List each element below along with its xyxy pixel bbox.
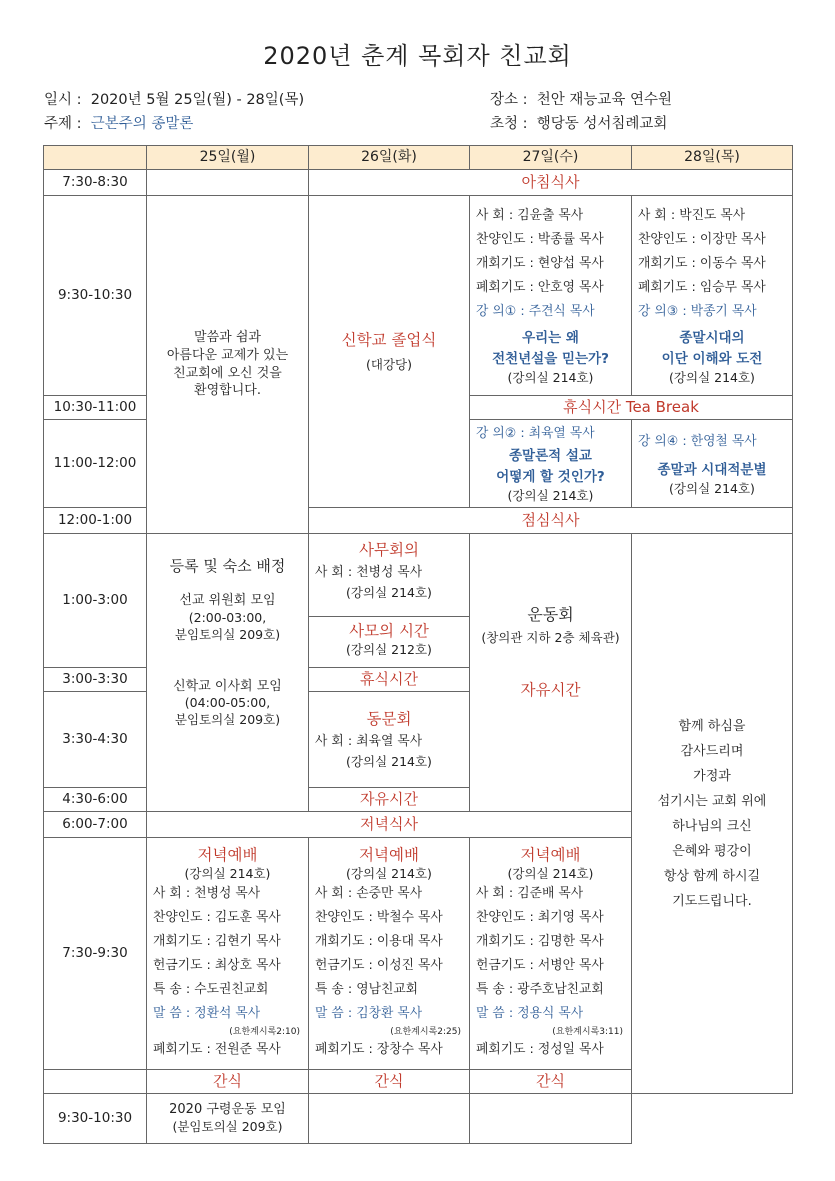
theme-line: 주제 : 근본주의 종말론 xyxy=(44,116,194,132)
wives-time xyxy=(309,616,469,667)
lecture1-place: (강의실 214호) xyxy=(507,369,594,385)
wed-snack-band: 간식 xyxy=(470,1070,632,1094)
header-empty xyxy=(44,146,147,170)
office-meeting xyxy=(309,534,469,616)
wed-role: 사 회 : 김윤출 목사 xyxy=(476,208,584,224)
worship-role: 찬양인도 : 김도훈 목사 xyxy=(153,910,281,926)
worship-role: 특 송 : 광주호남친교회 xyxy=(476,982,604,998)
tue-worship xyxy=(309,838,470,1070)
date-line: 일시 : 2020년 5월 25일(월) - 28일(목) xyxy=(44,92,305,108)
time-cell: 1:00-3:00 xyxy=(44,534,147,668)
worship-role: 특 송 : 수도권친교회 xyxy=(153,982,269,998)
lecture3-place: (강의실 214호) xyxy=(669,369,755,385)
lecture3-title-line: 이단 이해와 도전 xyxy=(661,351,763,368)
mission-meeting xyxy=(151,592,304,643)
lecture1-title-line: 전천년설을 믿는가? xyxy=(492,351,609,368)
time-cell: 11:00-12:00 xyxy=(44,420,147,508)
mon-snack-band: 간식 xyxy=(147,1070,309,1094)
thu-role: 찬양인도 : 이장만 목사 xyxy=(638,232,766,248)
welcome-line: 말씀과 쉼과 xyxy=(194,330,261,346)
tue-rest-band: 휴식시간 xyxy=(309,668,470,692)
time-cell: 10:30-11:00 xyxy=(44,396,147,420)
sports-place: (창의관 지하 2층 체육관) xyxy=(481,629,620,645)
lecture2-label: 강 의② : 최육열 목사 xyxy=(476,426,595,442)
farewell-line: 가정과 xyxy=(693,768,731,784)
mon-night xyxy=(147,1094,309,1144)
worship-place: (강의실 214호) xyxy=(346,865,432,881)
page-title: 2020년 춘계 목회자 친교회 xyxy=(263,42,572,70)
row-afternoon-1 xyxy=(44,534,793,668)
worship-role: 개회기도 : 김현기 목사 xyxy=(153,934,281,950)
office-mc: 사 회 : 천병성 목사 xyxy=(315,564,423,580)
wed-worship xyxy=(470,838,632,1070)
thu-morning xyxy=(632,196,793,396)
welcome-line: 아름다운 교제가 있는 xyxy=(166,347,289,363)
welcome-line: 친교회에 오신 것을 xyxy=(173,365,282,381)
row-night xyxy=(44,1094,793,1144)
graduation-place: (대강당) xyxy=(366,356,412,372)
mission-line: (2:00-03:00, xyxy=(188,609,267,625)
lecture3-title xyxy=(632,328,792,370)
day-header-mon: 25일(월) xyxy=(147,146,309,170)
wed-lecture2 xyxy=(470,420,632,508)
welcome-line: 환영합니다. xyxy=(194,383,261,399)
registration: 등록 및 숙소 배정 xyxy=(169,557,286,575)
row-breakfast xyxy=(44,170,793,196)
worship-role: 폐회기도 : 장창수 목사 xyxy=(315,1042,443,1058)
tue-afternoon-1 xyxy=(309,534,470,668)
wed-role: 개회기도 : 현양섭 목사 xyxy=(476,256,604,272)
worship-place: (강의실 214호) xyxy=(184,865,271,881)
worship-sermon: 말 씀 : 정환석 목사 xyxy=(153,1006,261,1022)
lecture1-title xyxy=(470,328,631,370)
breakfast-band: 아침식사 xyxy=(309,170,793,196)
worship-title: 저녁예배 xyxy=(197,845,258,864)
worship-role: 헌금기도 : 최상호 목사 xyxy=(153,958,281,974)
time-cell: 3:30-4:30 xyxy=(44,692,147,788)
lecture3-title-line: 종말시대의 xyxy=(679,330,745,347)
worship-title: 저녁예배 xyxy=(359,845,419,864)
worship-role: 개회기도 : 김명한 목사 xyxy=(476,934,604,950)
worship-place: (강의실 214호) xyxy=(507,865,594,881)
mission-line: 분임토의실 209호) xyxy=(174,626,281,642)
time-cell: 6:00-7:00 xyxy=(44,812,147,838)
header-row xyxy=(44,146,793,170)
time-cell: 9:30-10:30 xyxy=(44,1094,147,1144)
thu-role: 개회기도 : 이동수 목사 xyxy=(638,256,766,272)
theme-value: 근본주의 종말론 xyxy=(90,116,194,132)
lecture2-place: (강의실 214호) xyxy=(507,487,594,503)
lecture4-title: 종말과 시대적분별 xyxy=(657,461,767,478)
worship-role: 폐회기도 : 전원준 목사 xyxy=(153,1042,281,1058)
lecture2-title-line: 어떻게 할 것인가? xyxy=(496,469,605,486)
host-value: 행당동 성서침례교회 xyxy=(536,116,668,132)
place-label: 장소 xyxy=(490,92,519,108)
lecture2-title-line: 종말론적 설교 xyxy=(509,448,592,465)
mon-breakfast-empty xyxy=(147,170,309,196)
worship-role: 헌금기도 : 서병안 목사 xyxy=(476,958,604,974)
lecture1-label: 강 의① : 주견식 목사 xyxy=(476,304,595,320)
wed-role: 폐회기도 : 안호영 목사 xyxy=(476,280,604,296)
time-cell: 7:30-8:30 xyxy=(44,170,147,196)
seminary-line: 분임토의실 209호) xyxy=(174,711,281,727)
theme-label: 주제 xyxy=(44,116,73,132)
alumni-mc: 사 회 : 최육열 목사 xyxy=(315,733,423,749)
wed-free-time: 자유시간 xyxy=(520,681,581,700)
day-header-wed: 27일(수) xyxy=(470,146,632,170)
alumni-title: 동문회 xyxy=(366,709,412,728)
farewell-line: 은혜와 평강이 xyxy=(672,843,752,859)
time-cell: 12:00-1:00 xyxy=(44,508,147,534)
seminary-meeting xyxy=(151,678,304,729)
sports-title: 운동회 xyxy=(527,605,574,624)
worship-role: 사 회 : 김준배 목사 xyxy=(476,886,584,902)
mon-worship xyxy=(147,838,309,1070)
worship-sermon: 말 씀 : 정용식 목사 xyxy=(476,1006,584,1022)
wives-place: (강의실 212호) xyxy=(346,641,432,657)
date-value: 2020년 5월 25일(월) - 28일(목) xyxy=(90,92,305,108)
lecture4-label: 강 의④ : 한영철 목사 xyxy=(638,433,757,449)
lecture2-title xyxy=(470,446,631,488)
night-line: (분임토의실 209호) xyxy=(172,1118,283,1134)
time-cell: 4:30-6:00 xyxy=(44,788,147,812)
host-label: 초청 xyxy=(490,116,519,132)
worship-scripture: (요한계시록2:25) xyxy=(390,1027,461,1038)
row-morning xyxy=(44,196,793,396)
worship-title: 저녁예배 xyxy=(520,845,581,864)
tue-alumni xyxy=(309,692,470,788)
wives-title: 사모의 시간 xyxy=(349,622,429,640)
wed-morning xyxy=(470,196,632,396)
office-meeting-title: 사무회의 xyxy=(359,541,419,559)
mon-welcome xyxy=(147,196,309,534)
lecture4-place: (강의실 214호) xyxy=(669,480,755,496)
farewell-line: 섬기시는 교회 위에 xyxy=(657,793,767,809)
schedule-table xyxy=(43,145,793,1144)
farewell-line: 감사드리며 xyxy=(680,743,744,759)
worship-role: 폐회기도 : 정성일 목사 xyxy=(476,1042,604,1058)
place-line: 장소 : 천안 재능교육 연수원 xyxy=(490,92,673,108)
worship-role: 사 회 : 손중만 목사 xyxy=(315,886,423,902)
day-header-thu: 28일(목) xyxy=(632,146,793,170)
worship-sermon: 말 씀 : 김창환 목사 xyxy=(315,1006,423,1022)
worship-scripture: (요한계시록3:11) xyxy=(552,1027,623,1038)
wed-afternoon xyxy=(470,534,632,812)
alumni-place: (강의실 214호) xyxy=(346,753,432,769)
tue-graduation xyxy=(309,196,470,508)
thu-lecture4 xyxy=(632,420,793,508)
wed-role: 찬양인도 : 박종률 목사 xyxy=(476,232,604,248)
thu-farewell xyxy=(632,534,793,1094)
tea-break-band: 휴식시간 Tea Break xyxy=(470,396,793,420)
farewell-line: 기도드립니다. xyxy=(672,893,752,909)
place-value: 천안 재능교육 연수원 xyxy=(536,92,673,108)
farewell-line: 하나님의 크신 xyxy=(672,818,752,834)
worship-role: 특 송 : 영남친교회 xyxy=(315,982,419,998)
worship-role: 사 회 : 천병성 목사 xyxy=(153,886,261,902)
lecture1-title-line: 우리는 왜 xyxy=(522,330,579,347)
office-place: (강의실 214호) xyxy=(346,584,432,600)
farewell-message xyxy=(636,714,788,914)
worship-role: 개회기도 : 이용대 목사 xyxy=(315,934,443,950)
farewell-line: 항상 함께 하시길 xyxy=(663,868,761,884)
thu-role: 사 회 : 박진도 목사 xyxy=(638,208,746,224)
day-header-tue: 26일(화) xyxy=(309,146,470,170)
date-label: 일시 xyxy=(44,92,73,108)
time-cell: 7:30-9:30 xyxy=(44,838,147,1070)
lecture3-label: 강 의③ : 박종기 목사 xyxy=(638,304,757,320)
farewell-line: 함께 하심을 xyxy=(678,718,746,734)
lunch-band: 점심식사 xyxy=(309,508,793,534)
worship-role: 찬양인도 : 박철수 목사 xyxy=(315,910,443,926)
wed-night-empty xyxy=(470,1094,632,1144)
time-cell: 9:30-10:30 xyxy=(44,196,147,396)
seminary-line: 신학교 이사회 모임 xyxy=(173,678,282,694)
seminary-line: (04:00-05:00, xyxy=(184,695,271,711)
tue-free-band: 자유시간 xyxy=(309,788,470,812)
dinner-band: 저녁식사 xyxy=(147,812,632,838)
tue-snack-band: 간식 xyxy=(309,1070,470,1094)
mission-line: 선교 위원회 모임 xyxy=(179,593,276,609)
worship-scripture: (요한계시록2:10) xyxy=(229,1027,300,1038)
thu-role: 폐회기도 : 임승무 목사 xyxy=(638,280,766,296)
worship-role: 헌금기도 : 이성진 목사 xyxy=(315,958,443,974)
time-cell: 3:00-3:30 xyxy=(44,668,147,692)
mon-afternoon xyxy=(147,534,309,812)
tue-night-empty xyxy=(309,1094,470,1144)
night-line: 2020 구령운동 모임 xyxy=(169,1102,286,1118)
host-line: 초청 : 행당동 성서침례교회 xyxy=(490,116,668,132)
graduation-title: 신학교 졸업식 xyxy=(341,330,437,349)
snack-time-empty xyxy=(44,1070,147,1094)
worship-role: 찬양인도 : 최기영 목사 xyxy=(476,910,604,926)
